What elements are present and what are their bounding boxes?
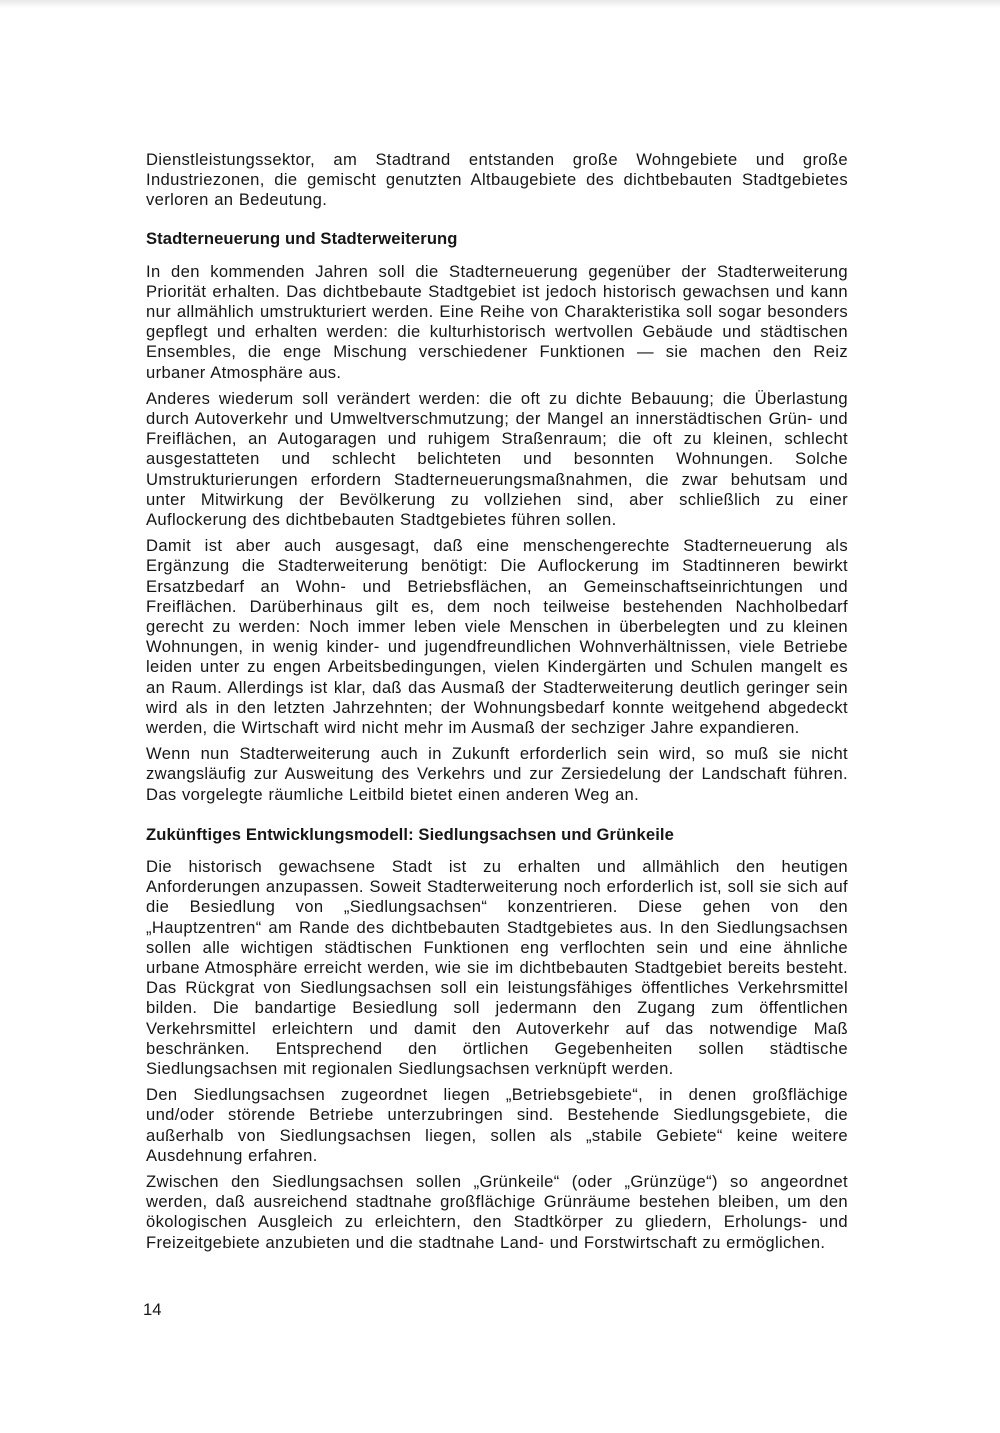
paragraph: Wenn nun Stadterweiterung auch in Zukunft erforderlich sein wird, so muß sie nicht zwangsläufig zur Ausweitung des Verkehrs und zur Zersiedelung der Landschaft führen. Das vorgelegte räumliche Leitbild bietet einen anderen Weg an. (146, 744, 848, 804)
paragraph: In den kommenden Jahren soll die Stadterneuerung gegenüber der Stadterweiterung Priorität erhalten. Das dichtbebaute Stadtgebiet ist jedoch historisch gewachsen und kann nur allmählich umstrukturiert werden. Eine Reihe von Charakteristika soll sogar besonders gepflegt und erhalten werden: die kulturhistorisch wertvollen Gebäude und städtischen Ensembles, die enge Mischung verschiedener Funktionen — sie machen den Reiz urbaner Atmosphäre aus. (146, 261, 848, 382)
paragraph: Den Siedlungsachsen zugeordnet liegen „Betriebsgebiete“, in denen großflächige und/oder störende Betriebe unterzubringen sind. Bestehende Siedlungsgebiete, die außerhalb von Siedlungsachsen liegen, sollen als „stabile Gebiete“ keine weitere Ausdehnung erfahren. (146, 1085, 848, 1165)
paragraph: Zwischen den Siedlungsachsen sollen „Grünkeile“ (oder „Grünzüge“) so angeordnet werden, daß ausreichend stadtnahe großflächige Grünräume bestehen bleiben, um den ökologischen Ausgleich zu erleichtern, den Stadtkörper zu gliedern, Erholungs- und Freizeitgebiete anzubieten und die stadtnahe Land- und Forstwirtschaft zu ermöglichen. (146, 1171, 848, 1252)
section-heading-stadterneuerung: Stadterneuerung und Stadterweiterung (146, 228, 458, 248)
page-body (146, 150, 848, 1253)
scan-edge (0, 0, 1000, 8)
paragraph: Damit ist aber auch ausgesagt, daß eine menschengerechte Stadterneuerung als Ergänzung die Stadterweiterung benötigt: Die Auflockerung im Stadtinneren bewirkt Ersatzbedarf an Wohn- und Betriebsflächen, an Gemeinschaftseinrichtungen und Freiflächen. Darüberhinaus gilt es, dem noch teilweise bestehenden Nachholbedarf gerecht zu werden: Noch immer leben viele Menschen in überbelegten und zu kleinen Wohnungen, in wenig kinder- und jugendfreundlichen Wohnverhältnissen, viele Betriebe leiden unter zu engen Arbeitsbedingungen, vielen Kindergärten und Schulen mangelt es an Raum. Allerdings ist klar, daß das Ausmaß der Stadterweiterung deutlich geringer sein wird als in den letzten Jahrzehnten; der Wohnungsbedarf konnte weitgehend abgedeckt werden, die Wirtschaft wird nicht mehr im Ausmaß der sechziger Jahre expandieren. (146, 536, 848, 738)
page-number: 14 (143, 1300, 162, 1319)
section-heading-entwicklungsmodell: Zukünftiges Entwicklungsmodell: Siedlungsachsen und Grünkeile (146, 824, 674, 844)
paragraph: Anderes wiederum soll verändert werden: die oft zu dichte Bebauung; die Überlastung durch Autoverkehr und Umweltverschmutzung; der Mangel an innerstädtischen Grün- und Freiflächen, an Autogaragen und ruhigem Straßenraum; die oft zu kleinen, schlecht ausgestatteten und schlecht belichteten und besonnten Wohnungen. Solche Umstrukturierungen erfordern Stadterneuerungsmaßnahmen, die zwar behutsam und unter Mitwirkung der Bevölkerung zu vollziehen sind, aber schließlich zu einer Auflockerung des dichtbebauten Stadtgebietes führen sollen. (146, 388, 848, 530)
paragraph: Die historisch gewachsene Stadt ist zu erhalten und allmählich den heutigen Anforderungen anzupassen. Soweit Stadterweiterung noch erforderlich ist, soll sie sich auf die Besiedlung von „Siedlungsachsen“ konzentrieren. Diese gehen von den „Hauptzentren“ am Rande des dichtbebauten Stadtgebietes aus. In den Siedlungsachsen sollen alle wichtigen städtischen Funktionen eng verflochten sein und eine ähnliche urbane Atmosphäre erreicht werden, wie sie im dichtbebauten Stadtgebiet bereits besteht. Das Rückgrat von Siedlungsachsen soll ein leistungsfähiges öffentliches Verkehrsmittel bilden. Die bandartige Besiedlung soll jedermann den Zugang zum öffentlichen Verkehrsmittel erleichtern und damit den Autoverkehr auf das notwendige Maß beschränken. Entsprechend den örtlichen Gegebenheiten sollen städtische Siedlungsachsen mit regionalen Siedlungsachsen verknüpft werden. (146, 856, 848, 1078)
intro-paragraph: Dienstleistungssektor, am Stadtrand entstanden große Wohngebiete und große Industriezonen, die gemischt genutzten Altbaugebiete des dichtbebauten Stadtgebietes verloren an Bedeutung. (146, 150, 848, 210)
